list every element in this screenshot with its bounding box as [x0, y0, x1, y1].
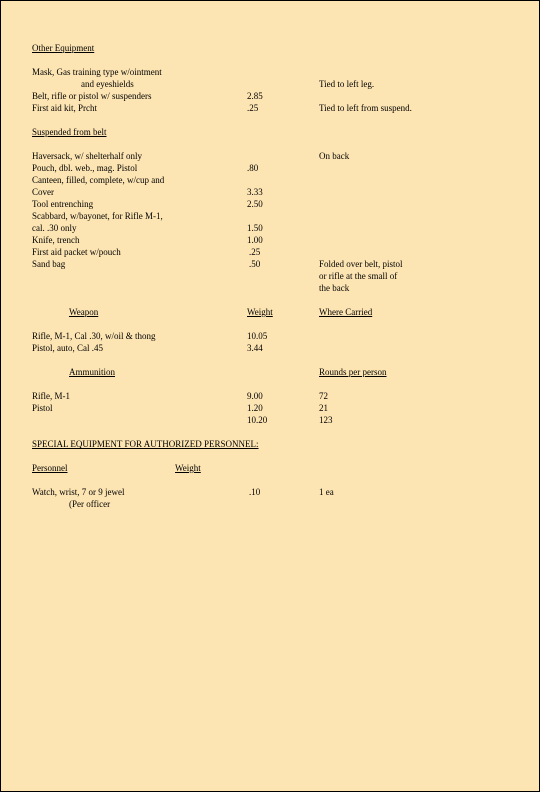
item-name: Cover — [32, 187, 54, 197]
item-name: Pouch, dbl. web., mag. Pistol — [32, 163, 138, 173]
special-item-quantity: 1 ea — [319, 487, 334, 497]
item-name: cal. .30 only — [32, 223, 77, 233]
item-mask-carried: Tied to left leg. — [319, 79, 375, 89]
item-weight: 1.50 — [247, 223, 263, 233]
item-weight: .50 — [249, 259, 261, 269]
ammo-total-weight: 10.20 — [247, 415, 268, 425]
column-header-personnel: Personnel — [32, 463, 68, 473]
item-name: Canteen, filled, complete, w/cup and — [32, 175, 165, 185]
item-firstaid-carried: Tied to left from suspend. — [319, 103, 412, 113]
ammo-name: Pistol — [32, 403, 53, 413]
item-name: Knife, trench — [32, 235, 80, 245]
section-heading-special: SPECIAL EQUIPMENT FOR AUTHORIZED PERSONNEL: — [32, 439, 259, 449]
weapon-weight: 3.44 — [247, 343, 263, 353]
item-carried: On back — [319, 151, 350, 161]
item-mask-name: Mask, Gas training type w/ointment — [32, 67, 162, 77]
item-weight: 1.00 — [247, 235, 263, 245]
item-carried-cont: or rifle at the small of — [319, 271, 398, 281]
weapon-name: Rifle, M-1, Cal .30, w/oil & thong — [32, 331, 156, 341]
item-name: Haversack, w/ shelterhalf only — [32, 151, 142, 161]
special-item-name: Watch, wrist, 7 or 9 jewel — [32, 487, 125, 497]
section-heading-other-equipment: Other Equipment — [32, 43, 95, 53]
ammo-rounds: 21 — [319, 403, 328, 413]
item-weight: 2.50 — [247, 199, 263, 209]
item-name: Tool entrenching — [32, 199, 94, 209]
item-belt-weight: 2.85 — [247, 91, 263, 101]
item-name: Sand bag — [32, 259, 66, 269]
special-item-note: (Per officer — [69, 499, 111, 509]
special-item-weight: .10 — [249, 487, 261, 497]
column-header-weapon: Weapon — [69, 307, 99, 317]
item-weight: 3.33 — [247, 187, 263, 197]
column-header-special-weight: Weight — [175, 463, 201, 473]
item-carried-cont: the back — [319, 283, 350, 293]
ammo-weight: 9.00 — [247, 391, 263, 401]
item-name: Scabbard, w/bayonet, for Rifle M-1, — [32, 211, 163, 221]
weapon-name: Pistol, auto, Cal .45 — [32, 343, 104, 353]
item-firstaid-weight: .25 — [247, 103, 259, 113]
column-header-where-carried: Where Carried — [319, 307, 373, 317]
item-mask-name-cont: and eyeshields — [81, 79, 134, 89]
column-header-ammunition: Ammunition — [69, 367, 116, 377]
ammo-name: Rifle, M-1 — [32, 391, 70, 401]
item-belt-name: Belt, rifle or pistol w/ suspenders — [32, 91, 152, 101]
item-name: First aid packet w/pouch — [32, 247, 121, 257]
ammo-weight: 1.20 — [247, 403, 263, 413]
weapon-weight: 10.05 — [247, 331, 268, 341]
ammo-rounds: 72 — [319, 391, 328, 401]
item-firstaid-name: First aid kit, Prcht — [32, 103, 97, 113]
item-carried: Folded over belt, pistol — [319, 259, 403, 269]
item-weight: .25 — [249, 247, 261, 257]
column-header-weight: Weight — [247, 307, 273, 317]
ammo-total-rounds: 123 — [319, 415, 333, 425]
section-heading-suspended: Suspended from belt — [32, 127, 107, 137]
column-header-rounds: Rounds per person — [319, 367, 387, 377]
item-weight: .80 — [247, 163, 259, 173]
